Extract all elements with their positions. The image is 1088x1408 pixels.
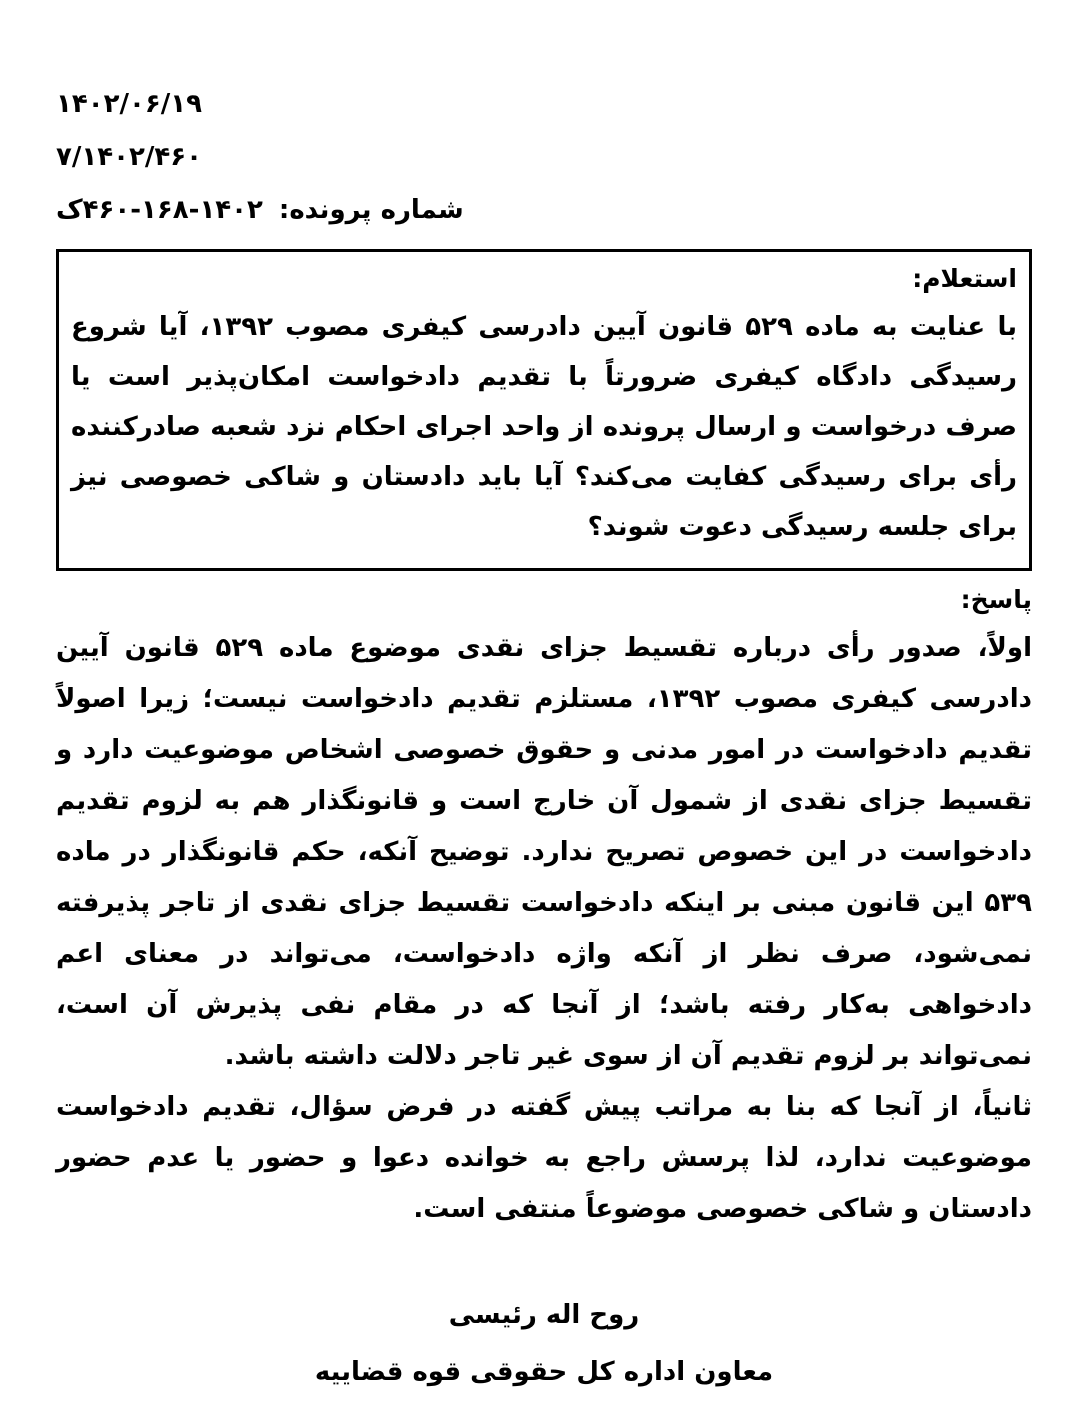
file-number-label: شماره پرونده: — [278, 195, 464, 225]
response-heading: پاسخ: — [960, 585, 1032, 614]
response-paragraph-2: ثانیاً، از آنجا که بنا به مراتب پیش گفته در فرض سؤال، تقدیم دادخواست موضوعیت ندارد، لذا پرسش راجع به خوانده دعوا و حضور یا عدم حضور دادستان و شاکی خصوصی موضوعاً منتفی است. — [56, 1092, 1032, 1224]
document-meta-block — [56, 78, 1032, 237]
response-paragraph-1: اولاً، صدور رأی درباره تقسیط جزای نقدی موضوع ماده ۵۲۹ قانون آیین دادرسی کیفری مصوب ۱۳۹۲، مستلزم تقدیم دادخواست نیست؛ زیرا اصولاً تقدیم دادخواست در امور مدنی و حقوق خصوصی اشخاص موضوعیت دارد و تقسیط جزای نقدی از شمول آن خارج است و قانونگذار هم به لزوم تقدیم دادخواست در این خصوص تصریح ندارد. توضیح آنکه، حکم قانونگذار در ماده ۵۳۹ این قانون مبنی بر اینکه دادخواست تقسیط جزای نقدی از تاجر پذیرفته نمی‌شود، صرف نظر از آنکه واژه دادخواست، می‌تواند در معنای اعم دادخواهی به‌کار رفته باشد؛ از آنجا که در مقام نفی پذیرش آن است، نمی‌تواند بر لزوم تقدیم آن از سوی غیر تاجر دلالت داشته باشد. — [56, 633, 1032, 1071]
response-section — [56, 577, 1032, 1235]
inquiry-box — [56, 249, 1032, 571]
inquiry-text: با عنایت به ماده ۵۲۹ قانون آیین دادرسی کیفری مصوب ۱۳۹۲، آیا شروع رسیدگی دادگاه کیفری ضرورتاً با تقدیم دادخواست امکان‌پذیر است یا صرف درخواست و ارسال پرونده از واحد اجرای احکام نزد شعبه صادرکننده رأی برای رسیدگی کفایت می‌کند؟ آیا باید دادستان و شاکی خصوصی نیز برای جلسه رسیدگی دعوت شوند؟ — [71, 312, 1017, 542]
opinion-date: ۱۴۰۲/۰۶/۱۹ — [56, 89, 202, 119]
file-number-value: ۱۴۰۲-۱۶۸-۴۶۰ک — [56, 195, 263, 225]
signatory-name: روح اله رئیسی — [448, 1300, 640, 1330]
inquiry-heading: استعلام: — [912, 264, 1017, 293]
signatory-title: معاون اداره کل حقوقی قوه قضاییه — [314, 1357, 774, 1387]
opinion-number: ۷/۱۴۰۲/۴۶۰ — [56, 142, 202, 172]
file-number-line — [56, 184, 1030, 237]
signature-block — [56, 1287, 1032, 1401]
